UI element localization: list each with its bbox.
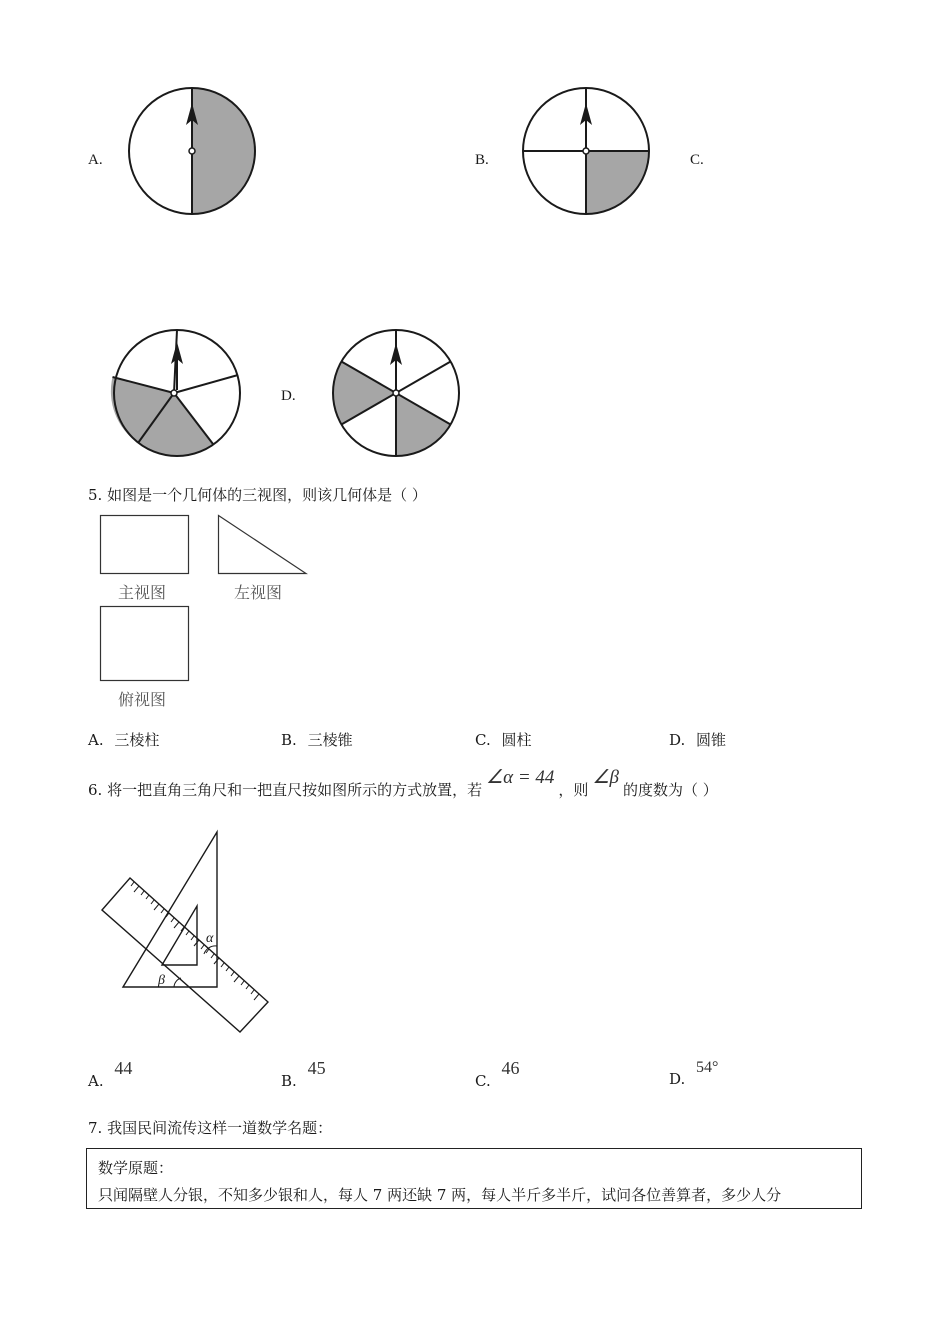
beta-label: β <box>158 973 165 988</box>
q5-stem: 5. 如图是一个几何体的三视图，则该几何体是（ ） <box>88 486 427 504</box>
q6-option-c[interactable] <box>475 1058 520 1090</box>
q5-option-c[interactable] <box>475 729 532 750</box>
q5-top-view <box>100 606 190 682</box>
q4-option-c-spinner <box>110 326 244 460</box>
q5-front-view <box>100 515 190 575</box>
q5-option-d-text: 圆锥 <box>696 731 727 749</box>
q6-option-b-value: 45 <box>307 1058 326 1078</box>
q5-option-a-label: A. <box>88 731 104 749</box>
q6-option-d[interactable] <box>669 1058 719 1088</box>
q4-option-a-spinner <box>126 85 258 217</box>
q5-option-b-label: B. <box>281 731 297 749</box>
q5-option-b[interactable] <box>281 729 353 750</box>
q7-problem-box <box>86 1148 862 1209</box>
q6-condition: ∠α = 44 <box>486 767 555 788</box>
q6-option-b-label: B. <box>281 1072 297 1090</box>
q5-option-b-text: 三棱锥 <box>307 731 353 749</box>
q7-box-text: 只闻隔壁人分银，不知多少银和人，每人 7 两还缺 7 两，每人半斤多半斤，试问各位善算者，多少人分 <box>98 1186 782 1204</box>
q6-figure <box>98 828 273 1038</box>
q5-left-view-caption: 左视图 <box>234 583 283 602</box>
alpha-label: α <box>206 931 214 946</box>
q6-option-a[interactable] <box>88 1058 133 1090</box>
q7-box-title: 数学原题： <box>98 1159 174 1177</box>
q5-option-c-label: C. <box>475 731 491 749</box>
q6-option-c-value: 46 <box>501 1058 520 1078</box>
q4-option-c-label: C. <box>690 152 704 168</box>
q5-option-a-text: 三棱柱 <box>114 731 160 749</box>
q6-stem-part1: 6. 将一把直角三角尺和一把直尺按如图所示的方式放置，若 <box>88 781 483 799</box>
q5-front-view-caption: 主视图 <box>118 583 167 602</box>
q5-top-view-caption: 俯视图 <box>118 690 167 709</box>
q6-target: ∠β <box>592 767 619 788</box>
q6-option-a-label: A. <box>88 1072 104 1090</box>
q6-stem <box>88 766 718 800</box>
q4-option-a-label: A. <box>88 152 103 168</box>
q6-option-d-label: D. <box>669 1070 686 1088</box>
q6-stem-part2: ，则 <box>558 781 589 799</box>
q5-option-a[interactable] <box>88 729 159 750</box>
q6-option-a-value: 44 <box>114 1058 133 1078</box>
ruler <box>102 878 268 1032</box>
q5-left-view <box>218 515 308 575</box>
q6-option-c-label: C. <box>475 1072 491 1090</box>
q5-option-d-label: D. <box>669 731 686 749</box>
q4-option-d-label: D. <box>281 388 296 404</box>
q6-stem-part3: 的度数为（ ） <box>622 781 718 799</box>
q5-option-d[interactable] <box>669 729 726 750</box>
q4-option-b-label: B. <box>475 152 489 168</box>
q5-option-c-text: 圆柱 <box>501 731 532 749</box>
q6-option-d-value: 54° <box>696 1059 719 1076</box>
q4-option-d-spinner <box>330 327 462 459</box>
q7-stem: 7. 我国民间流传这样一道数学名题： <box>88 1119 333 1137</box>
q6-option-b[interactable] <box>281 1058 326 1090</box>
q4-option-b-spinner <box>520 85 652 217</box>
